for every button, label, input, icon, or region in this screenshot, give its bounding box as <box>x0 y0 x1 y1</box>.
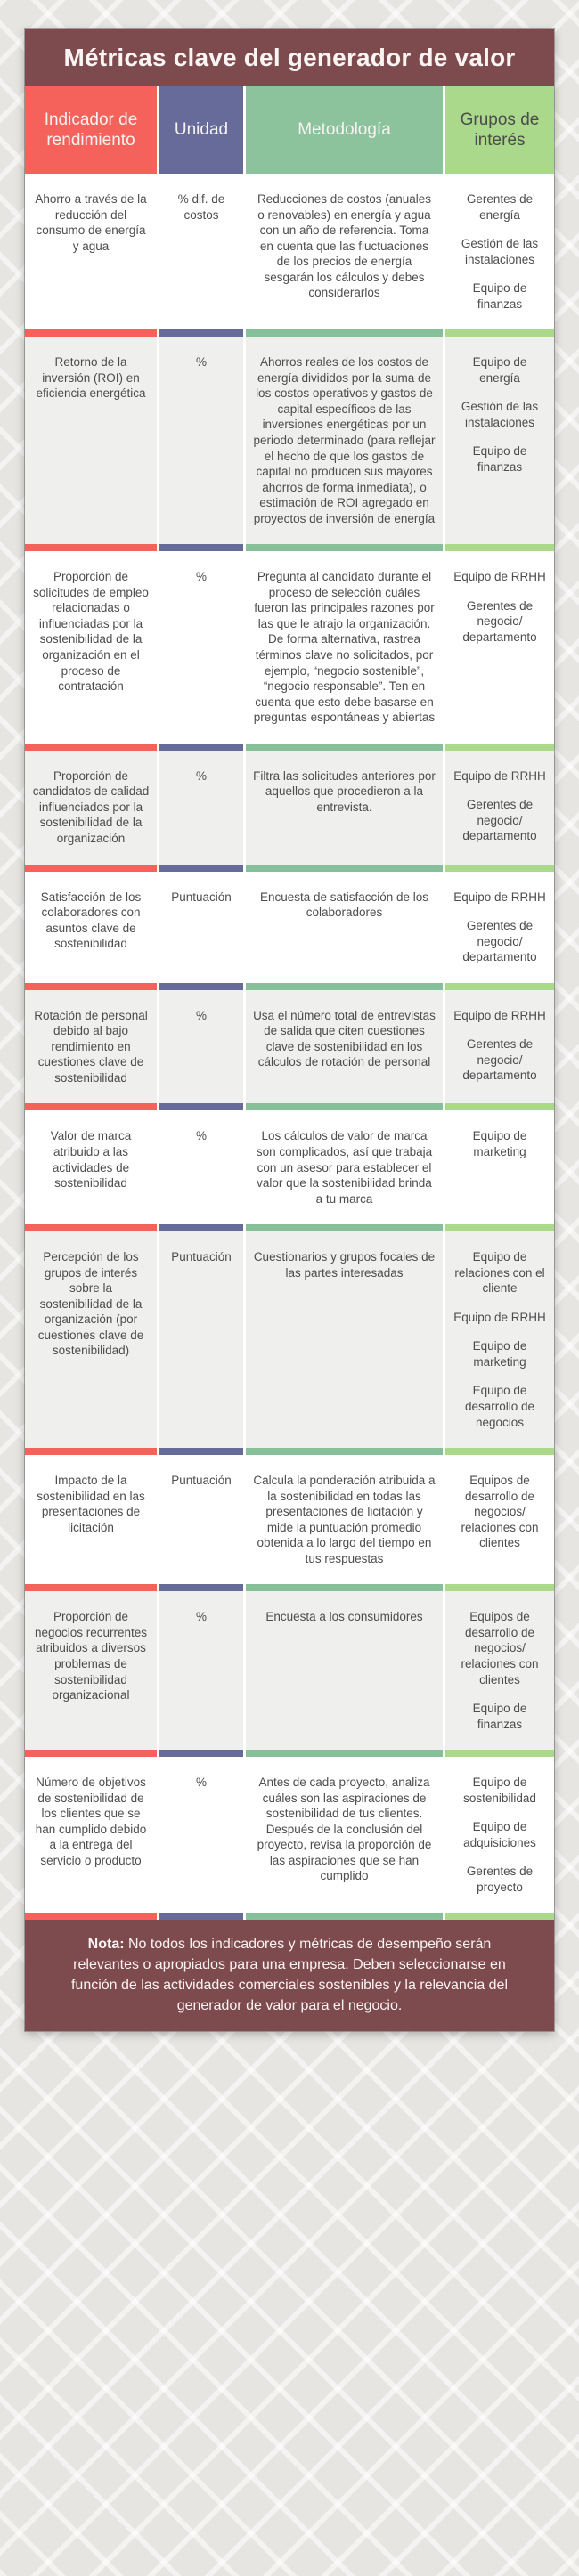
indicator-cell: Rotación de personal debido al bajo rendimiento en cuestiones clave de sostenibilidad <box>25 990 157 1104</box>
row-separator-bar <box>25 744 157 751</box>
row-separator-bar <box>246 865 443 872</box>
unit-cell: % <box>159 751 243 865</box>
column-header-unit: Unidad <box>159 86 243 174</box>
row-separator-bar <box>246 1448 443 1455</box>
row-separator-bar <box>159 1913 243 1920</box>
row-separator-bar <box>25 865 157 872</box>
methodology-cell: Ahorros reales de los costos de energía divididos por la suma de los costos operativos y gastos de capital específicos de las inversiones energéticas por un periodo determinado (para reflejar el hecho de que los gastos de capital no producen sus mayores ahorros de forma inmediata), o estimación de ROI agregado en proyectos de inversión de energía <box>246 337 443 544</box>
column-header-stakeholders: Grupos de interés <box>445 86 554 174</box>
stakeholders-cell <box>445 751 554 865</box>
stakeholders-cell <box>445 1455 554 1584</box>
stakeholder-item: Equipo de RRHH <box>453 890 546 904</box>
unit-cell: % <box>159 1110 243 1224</box>
stakeholder-item: Equipo de adquisiciones <box>463 1820 536 1849</box>
stakeholder-item: Equipo de RRHH <box>453 1008 546 1022</box>
stakeholder-item: Equipo de finanzas <box>472 281 527 311</box>
unit-cell: Puntuación <box>159 872 243 983</box>
indicator-cell: Satisfacción de los colaboradores con asuntos clave de sostenibilidad <box>25 872 157 983</box>
methodology-cell: Encuesta de satisfacción de los colaboradores <box>246 872 443 983</box>
metrics-card <box>25 29 554 2031</box>
metrics-table <box>25 86 554 1920</box>
stakeholders-cell <box>445 174 554 329</box>
stakeholder-item: Gerentes de energía <box>466 192 534 222</box>
stakeholder-item: Gestión de las instalaciones <box>461 400 539 429</box>
indicator-cell: Impacto de la sostenibilidad en las presentaciones de licitación <box>25 1455 157 1584</box>
stakeholders-cell <box>445 1591 554 1750</box>
methodology-cell: Reducciones de costos (anuales o renovables) en energía y agua con un año de referencia. Toma en cuenta que las fluctuaciones de los precios de energía sesgarán los cálculos y debes considerarlos <box>246 174 443 329</box>
unit-cell: % <box>159 1591 243 1750</box>
indicator-cell: Número de objetivos de sostenibilidad de los clientes que se han cumplido debido a la entrega del servicio o producto <box>25 1757 157 1913</box>
row-separator-bar <box>25 1448 157 1455</box>
row-separator-bar <box>246 1103 443 1110</box>
row-separator-bar <box>445 329 554 337</box>
stakeholder-item: Equipo de marketing <box>472 1339 527 1369</box>
unit-cell: % <box>159 990 243 1104</box>
row-separator-bar <box>159 1448 243 1455</box>
stakeholder-item: Gerentes de negocio/ departamento <box>462 798 537 843</box>
stakeholders-cell <box>445 990 554 1104</box>
indicator-cell: Retorno de la inversión (ROI) en eficiencia energética <box>25 337 157 544</box>
row-separator-bar <box>246 1750 443 1757</box>
row-separator-bar <box>159 983 243 990</box>
row-separator-bar <box>25 983 157 990</box>
column-header-methodology: Metodología <box>246 86 443 174</box>
row-separator-bar <box>445 1448 554 1455</box>
methodology-cell: Los cálculos de valor de marca son complicados, así que trabaja con un asesor para establecer el valor que la sostenibilidad brinda a tu marca <box>246 1110 443 1224</box>
stakeholder-item: Gerentes de negocio/ departamento <box>462 598 537 644</box>
stakeholder-item: Gerentes de negocio/ departamento <box>462 919 537 964</box>
stakeholder-item: Equipos de desarrollo de negocios/ relaciones con clientes <box>461 1610 539 1686</box>
methodology-cell: Usa el número total de entrevistas de salida que citen cuestiones clave de sostenibilidad en los cálculos de rotación de personal <box>246 990 443 1104</box>
page-title: Métricas clave del generador de valor <box>25 29 554 86</box>
row-separator-bar <box>25 1103 157 1110</box>
indicator-cell: Proporción de solicitudes de empleo relacionadas o influenciadas por la sostenibilidad de la organización en el proceso de contratación <box>25 551 157 743</box>
footer-note <box>25 1920 554 2031</box>
methodology-cell: Encuesta a los consumidores <box>246 1591 443 1750</box>
row-separator-bar <box>445 1913 554 1920</box>
stakeholder-item: Gerentes de negocio/ departamento <box>462 1037 537 1083</box>
stakeholder-item: Equipo de finanzas <box>472 444 527 475</box>
methodology-cell: Cuestionarios y grupos focales de las partes interesadas <box>246 1231 443 1448</box>
row-separator-bar <box>246 983 443 990</box>
methodology-cell: Antes de cada proyecto, analiza cuáles son las aspiraciones de sostenibilidad de tus clientes. Después de la conclusión del proyecto, revisa la proporción de las aspiraciones que se han cumplido <box>246 1757 443 1913</box>
stakeholder-item: Equipo de finanzas <box>472 1702 527 1731</box>
row-separator-bar <box>25 544 157 551</box>
indicator-cell: Proporción de candidatos de calidad influenciados por la sostenibilidad de la organización <box>25 751 157 865</box>
stakeholder-item: Equipo de RRHH <box>453 570 546 584</box>
unit-cell: Puntuación <box>159 1231 243 1448</box>
footer-note-text: No todos los indicadores y métricas de desempeño serán relevantes o apropiados para una empresa. Deben seleccionarse en función de las actividades comerciales sostenibles y la relevancia del generador de valor para el negocio. <box>70 1937 509 2013</box>
unit-cell: Puntuación <box>159 1455 243 1584</box>
stakeholder-item: Equipo de RRHH <box>453 768 546 783</box>
stakeholders-cell <box>445 1757 554 1913</box>
methodology-cell: Calcula la ponderación atribuida a la sostenibilidad en todas las presentaciones de licitación y mide la puntuación promedio obtenida a lo largo del tiempo en tus respuestas <box>246 1455 443 1584</box>
row-separator-bar <box>159 544 243 551</box>
stakeholder-item: Equipo de energía <box>472 355 527 385</box>
stakeholder-item: Equipo de sostenibilidad <box>463 1776 536 1805</box>
row-separator-bar <box>25 329 157 337</box>
row-separator-bar <box>159 1224 243 1231</box>
stakeholder-item: Equipo de marketing <box>472 1129 527 1158</box>
indicator-cell: Valor de marca atribuido a las actividades de sostenibilidad <box>25 1110 157 1224</box>
row-separator-bar <box>445 1224 554 1231</box>
stakeholders-cell <box>445 337 554 544</box>
indicator-cell: Ahorro a través de la reducción del consumo de energía y agua <box>25 174 157 329</box>
stakeholder-item: Equipo de desarrollo de negocios <box>464 1384 535 1429</box>
row-separator-bar <box>25 1913 157 1920</box>
row-separator-bar <box>246 1224 443 1231</box>
stakeholder-item: Gestión de las instalaciones <box>461 237 539 266</box>
footer-note-label: Nota: <box>87 1937 125 1953</box>
column-header-indicator: Indicador de rendimiento <box>25 86 157 174</box>
stakeholders-cell <box>445 872 554 983</box>
row-separator-bar <box>445 865 554 872</box>
row-separator-bar <box>25 1224 157 1231</box>
row-separator-bar <box>445 1584 554 1591</box>
row-separator-bar <box>246 1584 443 1591</box>
row-separator-bar <box>159 744 243 751</box>
row-separator-bar <box>25 1584 157 1591</box>
row-separator-bar <box>159 1584 243 1591</box>
row-separator-bar <box>246 544 443 551</box>
stakeholder-item: Equipos de desarrollo de negocios/ relaciones con clientes <box>461 1474 539 1550</box>
unit-cell: % <box>159 1757 243 1913</box>
stakeholder-item: Equipo de RRHH <box>453 1310 546 1324</box>
stakeholder-item: Gerentes de proyecto <box>466 1865 534 1894</box>
methodology-cell: Pregunta al candidato durante el proceso de selección cuáles fueron las principales razones por las que le atrajo la organización. De forma alternativa, rastrea términos clave no solicitados, por ejemplo, “negocio sostenible”, “negocio responsable”. Ten en cuenta que esto debe basarse en preguntas espontáneas y abiertas <box>246 551 443 743</box>
infographic-background <box>0 29 579 2031</box>
stakeholders-cell <box>445 1110 554 1224</box>
unit-cell: % dif. de costos <box>159 174 243 329</box>
indicator-cell: Proporción de negocios recurrentes atribuidos a diversos problemas de sostenibilidad organizacional <box>25 1591 157 1750</box>
row-separator-bar <box>445 544 554 551</box>
row-separator-bar <box>246 744 443 751</box>
row-separator-bar <box>25 1750 157 1757</box>
row-separator-bar <box>159 865 243 872</box>
methodology-cell: Filtra las solicitudes anteriores por aquellos que procedieron a la entrevista. <box>246 751 443 865</box>
indicator-cell: Percepción de los grupos de interés sobre la sostenibilidad de la organización (por cuestiones clave de sostenibilidad) <box>25 1231 157 1448</box>
stakeholders-cell <box>445 551 554 743</box>
row-separator-bar <box>445 1750 554 1757</box>
row-separator-bar <box>246 1913 443 1920</box>
row-separator-bar <box>246 329 443 337</box>
row-separator-bar <box>159 329 243 337</box>
stakeholders-cell <box>445 1231 554 1448</box>
row-separator-bar <box>445 983 554 990</box>
row-separator-bar <box>445 744 554 751</box>
unit-cell: % <box>159 337 243 544</box>
row-separator-bar <box>445 1103 554 1110</box>
row-separator-bar <box>159 1750 243 1757</box>
stakeholder-item: Equipo de relaciones con el cliente <box>454 1250 545 1296</box>
unit-cell: % <box>159 551 243 743</box>
row-separator-bar <box>159 1103 243 1110</box>
